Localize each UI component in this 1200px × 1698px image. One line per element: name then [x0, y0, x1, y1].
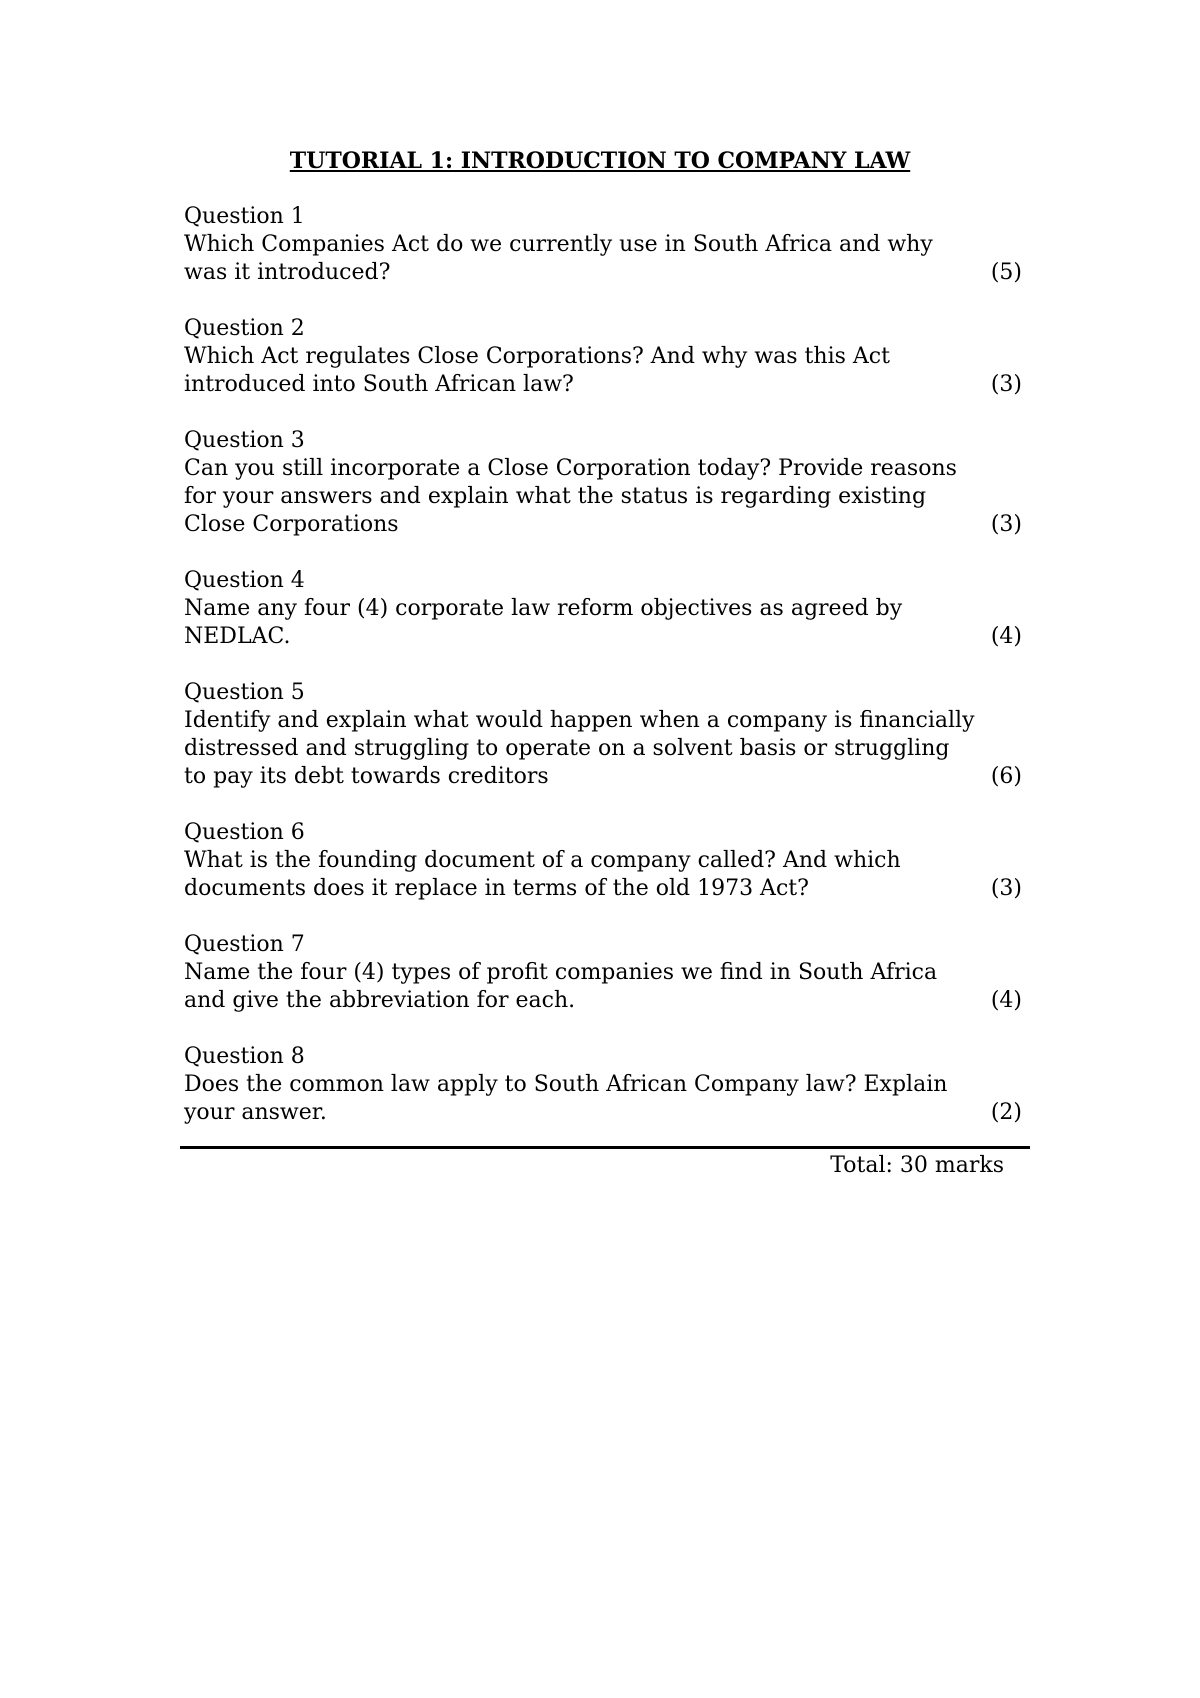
- question-marks: (6): [990, 764, 1022, 789]
- question-text: Name the four (4) types of profit companies we find in South Africa and give the abbreviation for each.: [184, 960, 938, 1013]
- question-list: [184, 203, 1022, 1155]
- question-marks: (2): [990, 1100, 1022, 1125]
- question-item: [184, 1043, 1022, 1127]
- question-body: [184, 595, 1022, 651]
- question-marks: (4): [990, 988, 1022, 1013]
- question-heading: Question 2: [184, 316, 305, 341]
- question-body: [184, 231, 1022, 287]
- question-text: Which Act regulates Close Corporations? And why was this Act introduced into South African law?: [184, 344, 890, 397]
- question-item: [184, 203, 1022, 287]
- total-divider-line: [180, 1146, 1030, 1149]
- question-text: Can you still incorporate a Close Corporation today? Provide reasons for your answers and explain what the status is regarding existing Close Corporations: [184, 456, 957, 537]
- question-heading: Question 7: [184, 932, 305, 957]
- question-heading: Question 5: [184, 680, 305, 705]
- question-item: [184, 315, 1022, 399]
- question-marks: (5): [990, 260, 1022, 285]
- question-item: [184, 567, 1022, 651]
- question-body: [184, 1071, 1022, 1127]
- question-heading: Question 4: [184, 568, 305, 593]
- question-marks: (3): [990, 372, 1022, 397]
- question-heading: Question 6: [184, 820, 305, 845]
- question-text: Does the common law apply to South African Company law? Explain your answer.: [184, 1072, 948, 1125]
- question-body: [184, 707, 1022, 791]
- question-body: [184, 959, 1022, 1015]
- question-heading: Question 3: [184, 428, 305, 453]
- question-body: [184, 847, 1022, 903]
- document-title: TUTORIAL 1: INTRODUCTION TO COMPANY LAW: [289, 148, 911, 174]
- question-body: [184, 343, 1022, 399]
- question-marks: (3): [990, 512, 1022, 537]
- question-marks: (4): [990, 624, 1022, 649]
- question-item: [184, 679, 1022, 791]
- question-item: [184, 427, 1022, 539]
- total-marks: Total: 30 marks: [830, 1153, 1004, 1178]
- question-item: [184, 931, 1022, 1015]
- question-text: Which Companies Act do we currently use in South Africa and why was it introduced?: [184, 232, 933, 285]
- question-text: Identify and explain what would happen when a company is financially distressed and struggling to operate on a solvent basis or struggling to pay its debt towards creditors: [184, 708, 975, 789]
- question-heading: Question 1: [184, 204, 305, 229]
- question-item: [184, 819, 1022, 903]
- question-body: [184, 455, 1022, 539]
- question-text: What is the founding document of a company called? And which documents does it replace in terms of the old 1973 Act?: [184, 848, 901, 901]
- question-marks: (3): [990, 876, 1022, 901]
- question-heading: Question 8: [184, 1044, 305, 1069]
- question-text: Name any four (4) corporate law reform objectives as agreed by NEDLAC.: [184, 596, 903, 649]
